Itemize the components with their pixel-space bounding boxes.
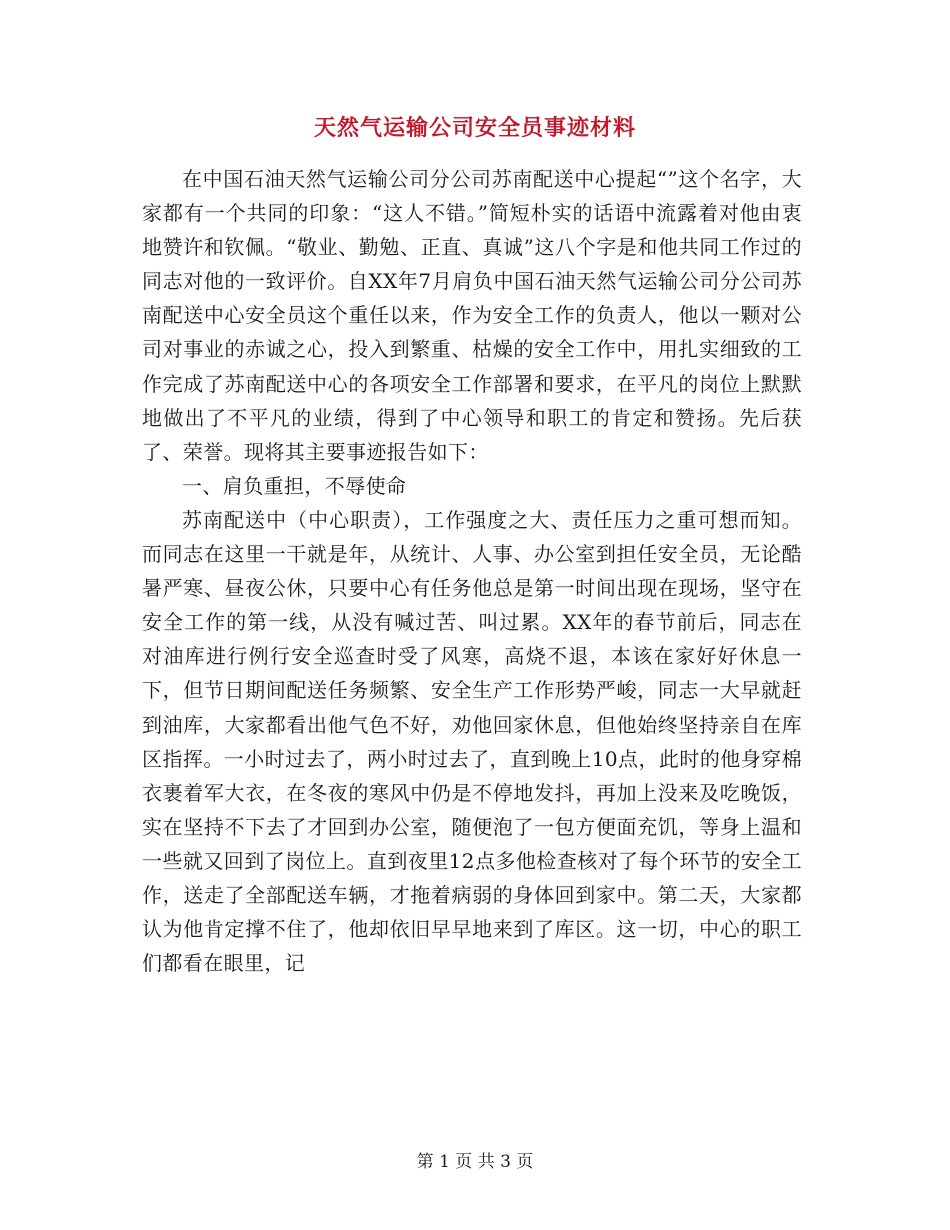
paragraph-intro: 在中国石油天然气运输公司分公司苏南配送中心提起“”这个名字，大家都有一个共同的印象：“这人不错。”简短朴实的话语中流露着对他由衷地赞许和钦佩。“敬业、勤勉、正直、真诚”这八个字是和他共同工作过的同志对他的一致评价。自XX年7月肩负中国石油天然气运输公司分公司苏南配送中心安全员这个重任以来，作为安全工作的负责人，他以一颗对公司对事业的赤诚之心，投入到繁重、枯燥的安全工作中，用扎实细致的工作完成了苏南配送中心的各项安全工作部署和要求，在平凡的岗位上默默地做出了不平凡的业绩，得到了中心领导和职工的肯定和赞扬。先后获了、荣誉。现将其主要事迹报告如下： <box>142 167 802 464</box>
document-title: 天然气运输公司安全员事迹材料 <box>313 115 636 141</box>
page-footer: 第 1 页 共 3 页 <box>416 1152 534 1172</box>
section-heading-1: 一、肩负重担，不辱使命 <box>182 473 407 498</box>
document-body <box>142 162 802 980</box>
paragraph-section-1: 苏南配送中（中心职责），工作强度之大、责任压力之重可想而知。而同志在这里一干就是年，从统计、人事、办公室到担任安全员，无论酷暑严寒、昼夜公休，只要中心有任务他总是第一时间出现在现场，坚守在安全工作的第一线，从没有喊过苦、叫过累。XX年的春节前后，同志在对油库进行例行安全巡查时受了风寒，高烧不退，本该在家好好休息一下，但节日期间配送任务频繁、安全生产工作形势严峻，同志一大早就赶到油库，大家都看出他气色不好，劝他回家休息，但他始终坚持亲自在库区指挥。一小时过去了，两小时过去了，直到晚上10点，此时的他身穿棉衣裹着军大衣，在冬夜的寒风中仍是不停地发抖，再加上没来及吃晚饭，实在坚持不下去了才回到办公室，随便泡了一包方便面充饥，等身上温和一些就又回到了岗位上。直到夜里12点多他检查核对了每个环节的安全工作，送走了全部配送车辆，才拖着病弱的身体回到家中。第二天，大家都认为他肯定撑不住了，他却依旧早早地来到了库区。这一切，中心的职工们都看在眼里，记 <box>142 507 802 976</box>
